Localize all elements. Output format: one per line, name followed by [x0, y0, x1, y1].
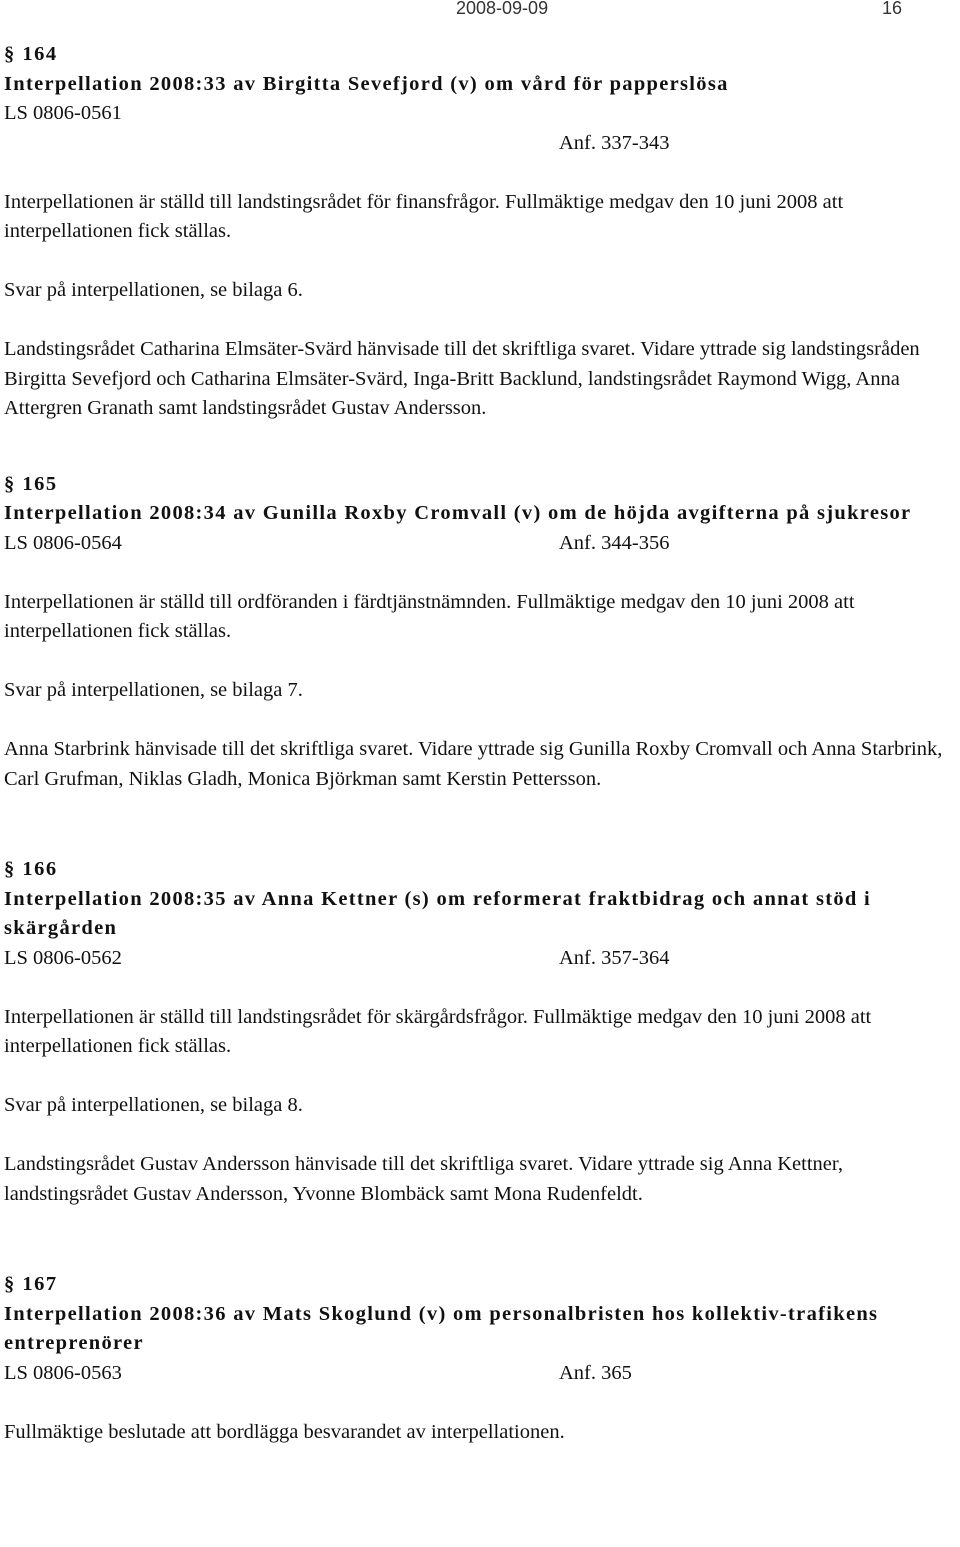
- section-number: § 165: [4, 472, 58, 495]
- paragraph: Interpellationen är ställd till landstingsrådet för skärgårdsfrågor. Fullmäktige medgav den 10 juni 2008 att interpellationen fick ställas.: [4, 1005, 872, 1057]
- page-header: [0, 0, 960, 24]
- ls-number: LS 0806-0563: [4, 1361, 122, 1384]
- anf-range: Anf. 365: [559, 1361, 632, 1384]
- paragraph: Svar på interpellationen, se bilaga 6.: [4, 279, 303, 301]
- section-number: § 166: [4, 858, 58, 880]
- header-date: 2008-09-09: [456, 0, 549, 18]
- anf-range: Anf. 337-343: [559, 131, 670, 154]
- section-title: Interpellation 2008:36 av Mats Skoglund (v) om personalbristen hos kollektiv-trafikens entreprenörer: [4, 1302, 879, 1354]
- section-167: [4, 1270, 954, 1447]
- section-title: Interpellation 2008:33 av Birgitta Sevefjord (v) om vård för papperslösa: [4, 72, 729, 95]
- ls-number: LS 0806-0562: [4, 946, 122, 969]
- section-number: § 167: [4, 1273, 58, 1295]
- section-title: Interpellation 2008:34 av Gunilla Roxby Cromvall (v) om de höjda avgifterna på sjukresor: [4, 502, 912, 524]
- anf-range: Anf. 357-364: [559, 946, 670, 969]
- section-165: [4, 470, 954, 795]
- section-164: [4, 40, 954, 424]
- paragraph: Anna Starbrink hänvisade till det skriftliga svaret. Vidare yttrade sig Gunilla Roxby Cromvall och Anna Starbrink, Carl Grufman, Niklas Gladh, Monica Björkman samt Kerstin Pettersson.: [4, 738, 943, 790]
- paragraph: Landstingsrådet Gustav Andersson hänvisade till det skriftliga svaret. Vidare yttrade sig Anna Kettner, landstingsrådet Gustav Andersson, Yvonne Blombäck samt Mona Rudenfeldt.: [4, 1153, 844, 1205]
- section-number: § 164: [4, 43, 58, 65]
- paragraph: Svar på interpellationen, se bilaga 8.: [4, 1094, 303, 1116]
- document-body: [4, 40, 954, 1447]
- ls-number: LS 0806-0561: [4, 102, 122, 124]
- section-title: Interpellation 2008:35 av Anna Kettner (s) om reformerat fraktbidrag och annat stöd i skärgården: [4, 887, 872, 939]
- paragraph: Interpellationen är ställd till ordföranden i färdtjänstnämnden. Fullmäktige medgav den 10 juni 2008 att interpellationen fick ställas.: [4, 590, 855, 642]
- ls-number: LS 0806-0564: [4, 531, 122, 554]
- paragraph: Svar på interpellationen, se bilaga 7.: [4, 679, 303, 701]
- anf-range: Anf. 344-356: [559, 531, 670, 554]
- paragraph: Landstingsrådet Catharina Elmsäter-Svärd hänvisade till det skriftliga svaret. Vidare yttrade sig landstingsråden Birgitta Sevefjord och Catharina Elmsäter-Svärd, Inga-Britt Backlund, landstingsrådet Raymond Wigg, Anna Attergren Granath samt landstingsrådet Gustav Andersson.: [4, 338, 920, 419]
- section-166: [4, 855, 954, 1209]
- page-number: 16: [882, 0, 903, 18]
- paragraph: Fullmäktige beslutade att bordlägga besvarandet av interpellationen.: [4, 1420, 565, 1443]
- paragraph: Interpellationen är ställd till landstingsrådet för finansfrågor. Fullmäktige medgav den 10 juni 2008 att interpellationen fick ställas.: [4, 190, 844, 242]
